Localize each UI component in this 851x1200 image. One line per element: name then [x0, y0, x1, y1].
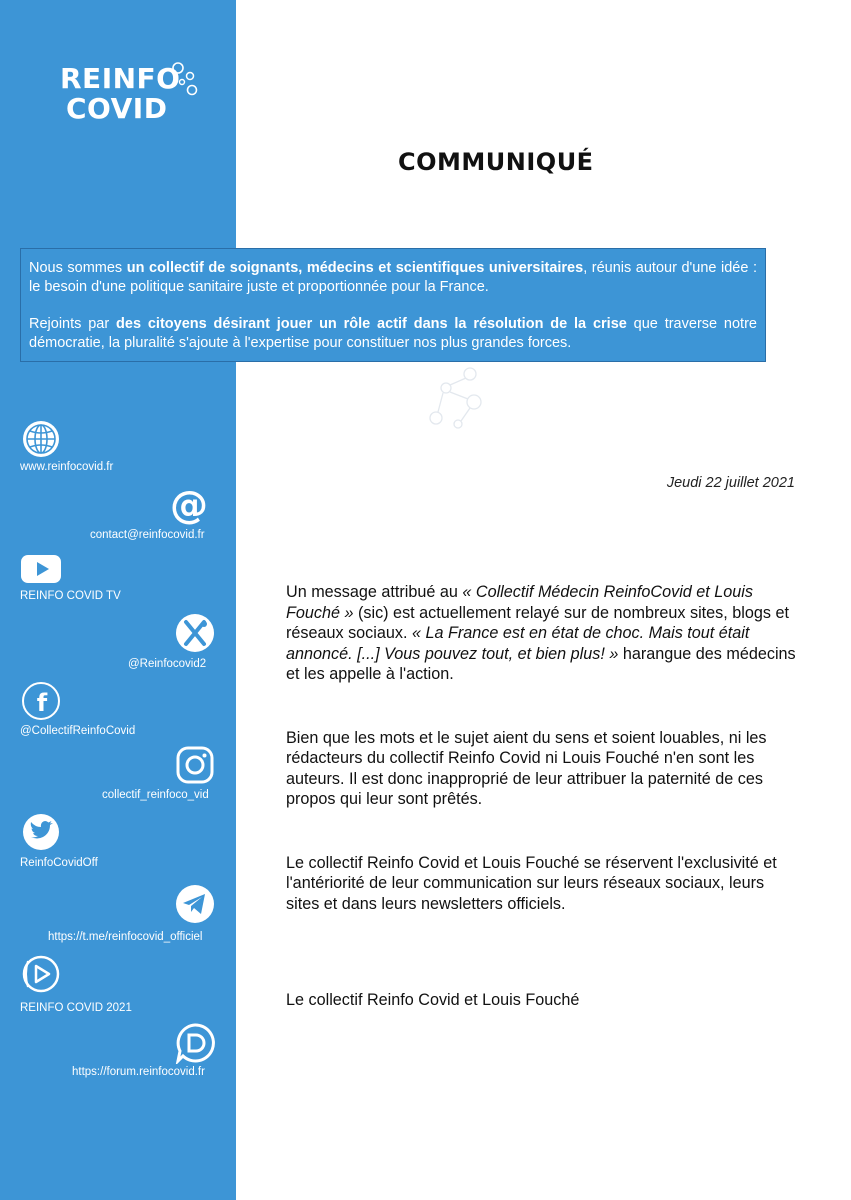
social-label: @CollectifReinfoCovid [20, 725, 136, 737]
telegram-icon [174, 883, 216, 925]
social-label: https://forum.reinfocovid.fr [72, 1066, 205, 1078]
social-label: @Reinfocovid2 [128, 658, 207, 670]
logo-line1: REINFO [60, 62, 181, 95]
twitter-icon [20, 811, 62, 853]
globe-icon [20, 418, 62, 460]
bubbles-icon [168, 60, 202, 108]
intro-paragraph-2: Rejoints par des citoyens désirant jouer un rôle actif dans la résolution de la crise que traverse notre démocratie, la pluralité s'ajoute à l'expertise pour constituer nos plus grandes forces. [29, 316, 757, 351]
facebook-icon [20, 680, 62, 722]
intro-box [20, 248, 766, 362]
social-label: www.reinfocovid.fr [20, 461, 114, 473]
date: Jeudi 22 juillet 2021 [666, 475, 795, 491]
signature: Le collectif Reinfo Covid et Louis Fouché [286, 991, 580, 1009]
decorative-molecule-icon [424, 362, 494, 434]
youtube-icon [20, 548, 62, 590]
svg-text:f: f [36, 689, 48, 717]
forum-icon [174, 1022, 216, 1064]
social-label: https://t.me/reinfocovid_officiel [48, 931, 203, 943]
social-label: REINFO COVID TV [20, 590, 121, 602]
instagram-icon [174, 744, 216, 786]
at-icon [168, 485, 210, 527]
svg-text:@: @ [170, 485, 208, 527]
intro-paragraph-1: Nous sommes un collectif de soignants, médecins et scientifiques universitaires, réunis autour d'une idée : le besoin d'une politique sanitaire juste et proportionnée pour la France. [29, 260, 758, 295]
social-label: collectif_reinfoco_vid [102, 789, 209, 801]
message-body [286, 582, 796, 1054]
other-network-icon [174, 612, 216, 654]
body-paragraph-3: Le collectif Reinfo Covid et Louis Fouché se réservent l'exclusivité et l'antériorité de leur communication sur leurs réseaux sociaux, leurs sites et dans leurs newsletters officiels. [286, 853, 777, 913]
page-title: COMMUNIQUÉ [398, 148, 594, 176]
social-label: contact@reinfocovid.fr [90, 529, 205, 541]
video-platform-icon [20, 953, 62, 995]
body-paragraph-1: Un message attribué au « Collectif Médecin ReinfoCovid et Louis Fouché » (sic) est actuellement relayé sur de nombreux sites, blogs et réseaux sociaux. « La France est en état de choc. Mais tout était annoncé. [...] Vous pouvez tout, et bien plus! » harangue des médecins et les appelle à l'action. [286, 583, 796, 683]
logo-line2: COVID [66, 92, 168, 125]
body-paragraph-2: Bien que les mots et le sujet aient du sens et soient louables, ni les rédacteurs du collectif Reinfo Covid ni Louis Fouché n'en sont les auteurs. Il est donc inapproprié de leur attribuer la paternité de ces propos qui leur sont prêtés. [286, 728, 767, 808]
social-label: REINFO COVID 2021 [20, 1002, 132, 1014]
reinfocovid-logo [60, 64, 200, 134]
social-label: ReinfoCovidOff [20, 857, 98, 869]
